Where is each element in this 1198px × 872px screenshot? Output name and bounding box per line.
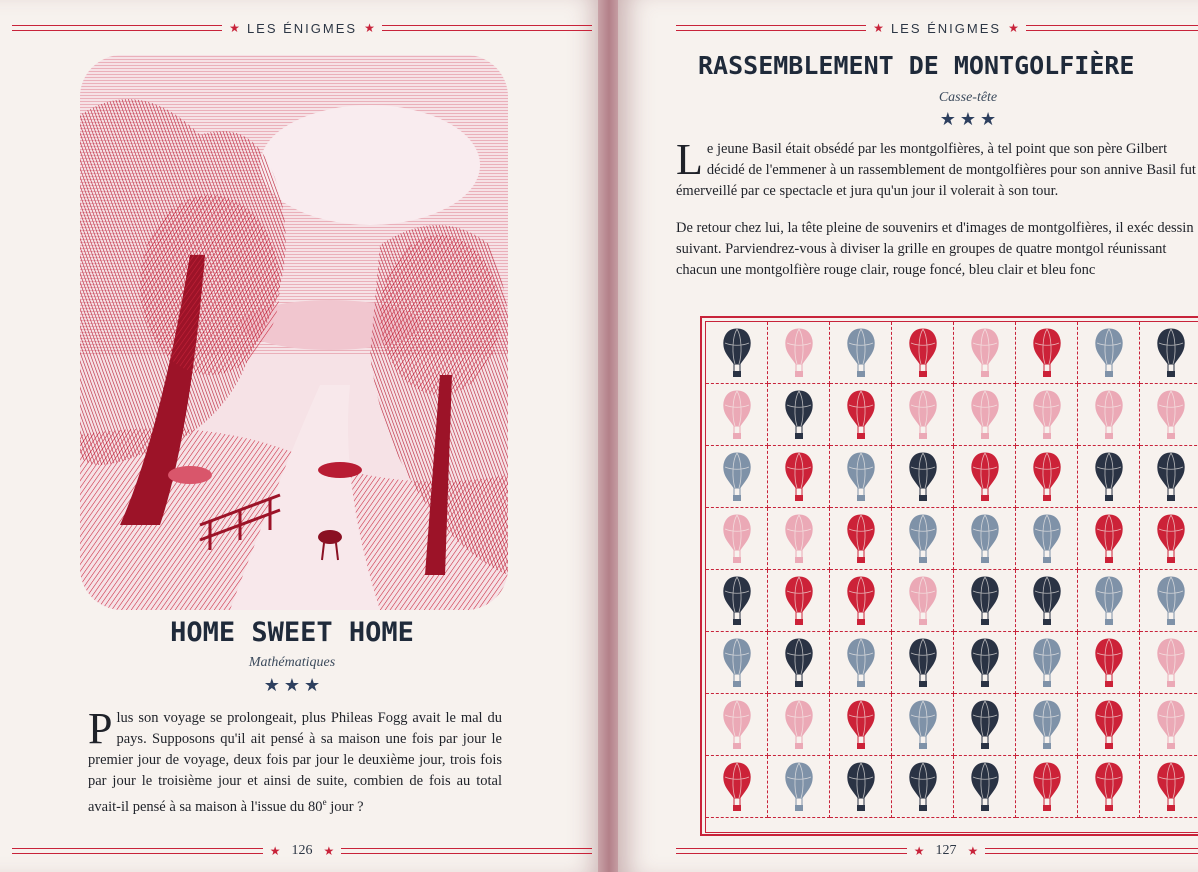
balloon-cell <box>768 694 830 756</box>
puzzle-paragraph-1 <box>676 139 1198 202</box>
balloon-cell <box>768 756 830 818</box>
puzzle-title: HOME SWEET HOME <box>170 617 414 648</box>
balloon-icon <box>1094 451 1124 503</box>
balloon-grid-inner <box>705 321 1198 833</box>
balloon-cell <box>954 570 1016 632</box>
balloon-cell <box>706 384 768 446</box>
balloon-cell <box>892 694 954 756</box>
balloon-cell <box>1016 694 1078 756</box>
balloon-cell <box>768 570 830 632</box>
balloon-icon <box>784 761 814 813</box>
balloon-cell <box>1078 694 1140 756</box>
balloon-icon <box>722 575 752 627</box>
balloon-icon <box>784 327 814 379</box>
balloon-icon <box>908 761 938 813</box>
balloon-icon <box>908 637 938 689</box>
balloon-icon <box>970 513 1000 565</box>
balloon-cell <box>1078 756 1140 818</box>
balloon-cell <box>892 756 954 818</box>
balloon-icon <box>1156 327 1186 379</box>
balloon-icon <box>970 451 1000 503</box>
balloon-icon <box>1156 637 1186 689</box>
balloon-cell <box>1016 570 1078 632</box>
balloon-icon <box>1094 575 1124 627</box>
balloon-cell <box>830 570 892 632</box>
divider <box>12 848 263 854</box>
balloon-icon <box>722 637 752 689</box>
balloon-cell <box>830 384 892 446</box>
page-number: 126 <box>291 843 313 858</box>
balloon-cell <box>768 446 830 508</box>
balloon-cell <box>830 694 892 756</box>
balloon-icon <box>784 389 814 441</box>
balloon-cell <box>1016 632 1078 694</box>
balloon-icon <box>784 451 814 503</box>
star-icon: ★ <box>913 843 925 858</box>
balloon-icon <box>1032 637 1062 689</box>
balloon-icon <box>846 451 876 503</box>
balloon-cell <box>706 756 768 818</box>
paragraph-1-text: e jeune Basil était obsédé par les montgolfières, à tel point que son père Gilbert décidé de l'emmener à un rassemblement de montgolfières pour son annive Basil fut émerveillé par ce spectacle et jura qu'un jour il volerait à son tour. <box>676 141 1196 199</box>
balloon-icon <box>846 513 876 565</box>
balloon-cell <box>1140 384 1198 446</box>
balloon-icon <box>1032 451 1062 503</box>
balloon-icon <box>1156 575 1186 627</box>
balloon-cell <box>1016 508 1078 570</box>
book-spine <box>598 0 620 872</box>
balloon-icon <box>846 327 876 379</box>
balloon-icon <box>970 761 1000 813</box>
balloon-cell <box>1016 756 1078 818</box>
balloon-cell <box>1140 756 1198 818</box>
balloon-cell <box>1016 446 1078 508</box>
balloon-cell <box>768 632 830 694</box>
balloon-cell <box>954 756 1016 818</box>
balloon-cell <box>706 694 768 756</box>
divider <box>676 848 907 854</box>
balloon-icon <box>1094 513 1124 565</box>
balloon-cell <box>830 756 892 818</box>
balloon-icon <box>1094 699 1124 751</box>
ordinal-suffix: e <box>322 797 327 807</box>
balloon-icon <box>784 699 814 751</box>
puzzle-category: Mathématiques <box>248 655 336 670</box>
balloon-icon <box>970 327 1000 379</box>
balloon-cell <box>830 322 892 384</box>
balloon-icon <box>722 761 752 813</box>
balloon-icon <box>1156 451 1186 503</box>
balloon-cell <box>1140 632 1198 694</box>
balloon-cell <box>706 570 768 632</box>
balloon-cell <box>1016 384 1078 446</box>
balloon-icon <box>1156 699 1186 751</box>
balloon-cell <box>1140 446 1198 508</box>
running-head <box>676 18 1198 38</box>
balloon-cell <box>706 508 768 570</box>
balloon-cell <box>830 508 892 570</box>
balloon-cell <box>1140 508 1198 570</box>
balloon-icon <box>1032 761 1062 813</box>
balloon-icon <box>1032 575 1062 627</box>
puzzle-text <box>676 139 1198 319</box>
balloon-cell <box>706 632 768 694</box>
balloon-cell <box>892 632 954 694</box>
page-number: 127 <box>935 843 957 858</box>
star-icon: ★ <box>873 20 884 35</box>
balloon-icon <box>908 327 938 379</box>
divider <box>382 25 592 31</box>
balloon-icon <box>784 513 814 565</box>
balloon-icon <box>846 699 876 751</box>
balloon-icon <box>722 327 752 379</box>
balloon-icon <box>1094 389 1124 441</box>
balloon-icon <box>1032 699 1062 751</box>
balloon-cell <box>830 446 892 508</box>
balloon-cell <box>706 322 768 384</box>
engraving-illustration <box>80 55 508 610</box>
balloon-icon <box>722 389 752 441</box>
balloon-cell <box>892 384 954 446</box>
balloon-cell <box>954 446 1016 508</box>
balloon-icon <box>970 389 1000 441</box>
balloon-icon <box>784 637 814 689</box>
balloon-icon <box>970 637 1000 689</box>
running-head-text: LES ÉNIGMES <box>890 20 1002 36</box>
balloon-cell <box>1140 694 1198 756</box>
balloon-icon <box>1032 327 1062 379</box>
balloon-icon <box>908 389 938 441</box>
difficulty-stars: ★★★ <box>939 109 1001 129</box>
divider <box>12 25 222 31</box>
dropcap-letter: L <box>676 139 703 184</box>
landscape-engraving <box>80 55 508 610</box>
running-head <box>12 18 592 38</box>
balloon-icon <box>846 389 876 441</box>
balloon-cell <box>954 508 1016 570</box>
balloon-cell <box>954 384 1016 446</box>
balloon-cell <box>1078 570 1140 632</box>
difficulty-stars: ★★★ <box>263 675 325 695</box>
star-icon: ★ <box>364 20 375 35</box>
balloon-cell <box>1078 384 1140 446</box>
balloon-cell <box>1078 632 1140 694</box>
puzzle-text-end: jour ? <box>326 798 364 815</box>
balloon-icon <box>1094 637 1124 689</box>
balloon-cell <box>892 446 954 508</box>
balloon-icon <box>970 575 1000 627</box>
balloon-cell <box>768 508 830 570</box>
star-icon: ★ <box>229 20 240 35</box>
puzzle-text-body: lus son voyage se prolongeait, plus Phileas Fogg avait le mal du pays. Supposons qu'il ait pensé à sa maison une fois par jour le premier jour de voyage, deux fois par jour le deuxième jour, trois fois par jour le troisième jour et ainsi de suite, combien de fois au total avait-il pensé à sa maison à l'issue du 80 <box>88 710 502 815</box>
balloon-cell <box>706 446 768 508</box>
divider <box>1026 25 1198 31</box>
puzzle-text <box>88 704 502 818</box>
balloon-cell <box>954 632 1016 694</box>
running-head-text: LES ÉNIGMES <box>246 20 358 36</box>
divider <box>676 25 866 31</box>
balloon-cell <box>892 570 954 632</box>
balloon-icon <box>1156 513 1186 565</box>
balloon-icon <box>908 575 938 627</box>
puzzle-title: RASSEMBLEMENT DE MONTGOLFIÈRE <box>698 51 1135 80</box>
balloon-cell <box>954 322 1016 384</box>
dropcap-letter: P <box>88 704 113 753</box>
balloon-icon <box>722 699 752 751</box>
balloon-icon <box>1032 389 1062 441</box>
balloon-icon <box>1094 761 1124 813</box>
balloon-icon <box>1032 513 1062 565</box>
star-icon: ★ <box>1008 20 1019 35</box>
balloon-icon <box>908 451 938 503</box>
balloon-icon <box>908 513 938 565</box>
balloon-icon <box>722 513 752 565</box>
balloon-cell <box>768 322 830 384</box>
balloon-icon <box>784 575 814 627</box>
balloon-icon <box>1156 761 1186 813</box>
right-page <box>618 0 1198 872</box>
balloon-icon <box>722 451 752 503</box>
balloon-icon <box>970 699 1000 751</box>
star-icon: ★ <box>323 843 335 858</box>
balloon-icon <box>1094 327 1124 379</box>
balloon-icon <box>846 637 876 689</box>
balloon-cell <box>1140 570 1198 632</box>
balloon-cell <box>768 384 830 446</box>
balloon-cell <box>892 322 954 384</box>
balloon-icon <box>846 575 876 627</box>
puzzle-category: Casse-tête <box>938 90 998 105</box>
star-icon: ★ <box>967 843 979 858</box>
balloon-cell <box>892 508 954 570</box>
balloon-cell <box>1016 322 1078 384</box>
balloon-cell <box>830 632 892 694</box>
page-footer <box>676 840 1198 862</box>
balloon-icon <box>1156 389 1186 441</box>
balloon-cell <box>1078 322 1140 384</box>
balloon-icon <box>908 699 938 751</box>
balloon-grid <box>700 316 1198 836</box>
star-icon: ★ <box>269 843 281 858</box>
balloon-cell <box>1078 446 1140 508</box>
balloon-cell <box>954 694 1016 756</box>
balloon-cell <box>1078 508 1140 570</box>
divider <box>985 848 1198 854</box>
puzzle-paragraph-2: De retour chez lui, la tête pleine de souvenirs et d'images de montgolfières, il exéc dessin suivant. Parviendrez-vous à diviser la grille en groupes de quatre montgol réunissant chacun une montgolfière rouge clair, rouge foncé, bleu clair et bleu fonc <box>676 220 1194 278</box>
divider <box>341 848 592 854</box>
balloon-cell <box>1140 322 1198 384</box>
balloon-icon <box>846 761 876 813</box>
page-footer <box>12 840 592 862</box>
